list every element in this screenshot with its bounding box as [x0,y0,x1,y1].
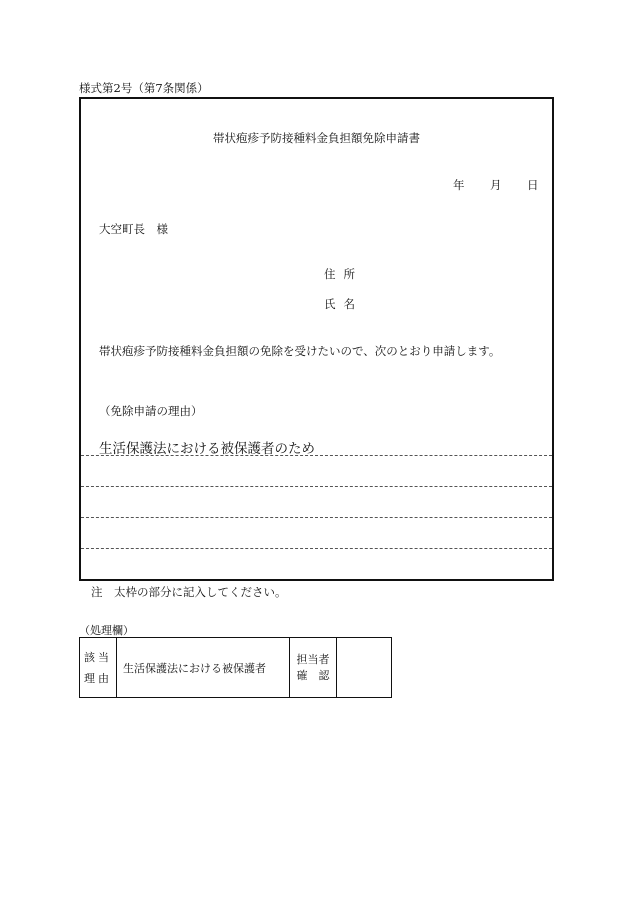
reason-text: 生活保護法における被保護者のため [99,441,315,457]
reason-line [81,486,552,487]
reason-line [81,455,552,456]
date-year-label: 年 [453,178,465,192]
reason-value-cell: 生活保護法における被保護者 [117,638,290,698]
processing-table [79,637,392,698]
form-note: 注 太枠の部分に記入してください。 [91,585,287,599]
reason-label-bottom: 理由 [84,671,112,685]
reason-label-top: 該当 [84,650,112,664]
name-label: 氏名 [324,297,363,311]
staff-confirm-cell[interactable] [337,638,392,698]
application-statement: 帯状疱疹予防接種料金負担額の免除を受けたいので、次のとおり申請します。 [99,344,501,358]
application-form-box [79,97,554,581]
processing-heading: （処理欄） [79,624,134,637]
staff-label-top: 担当者 [296,652,330,666]
reason-label-cell [80,638,117,698]
staff-label-cell [290,638,337,698]
form-number: 様式第2号（第7条関係） [79,81,209,95]
addressee: 大空町長 様 [99,222,168,236]
date-month-label: 月 [490,178,502,192]
form-title: 帯状疱疹予防接種料金負担額免除申請書 [213,131,420,145]
reason-line [81,548,552,549]
reason-line [81,517,552,518]
reason-heading: （免除申請の理由） [99,404,203,418]
staff-label-bottom: 確 認 [296,668,330,682]
date-day-label: 日 [527,178,539,192]
address-label: 住所 [324,267,363,281]
